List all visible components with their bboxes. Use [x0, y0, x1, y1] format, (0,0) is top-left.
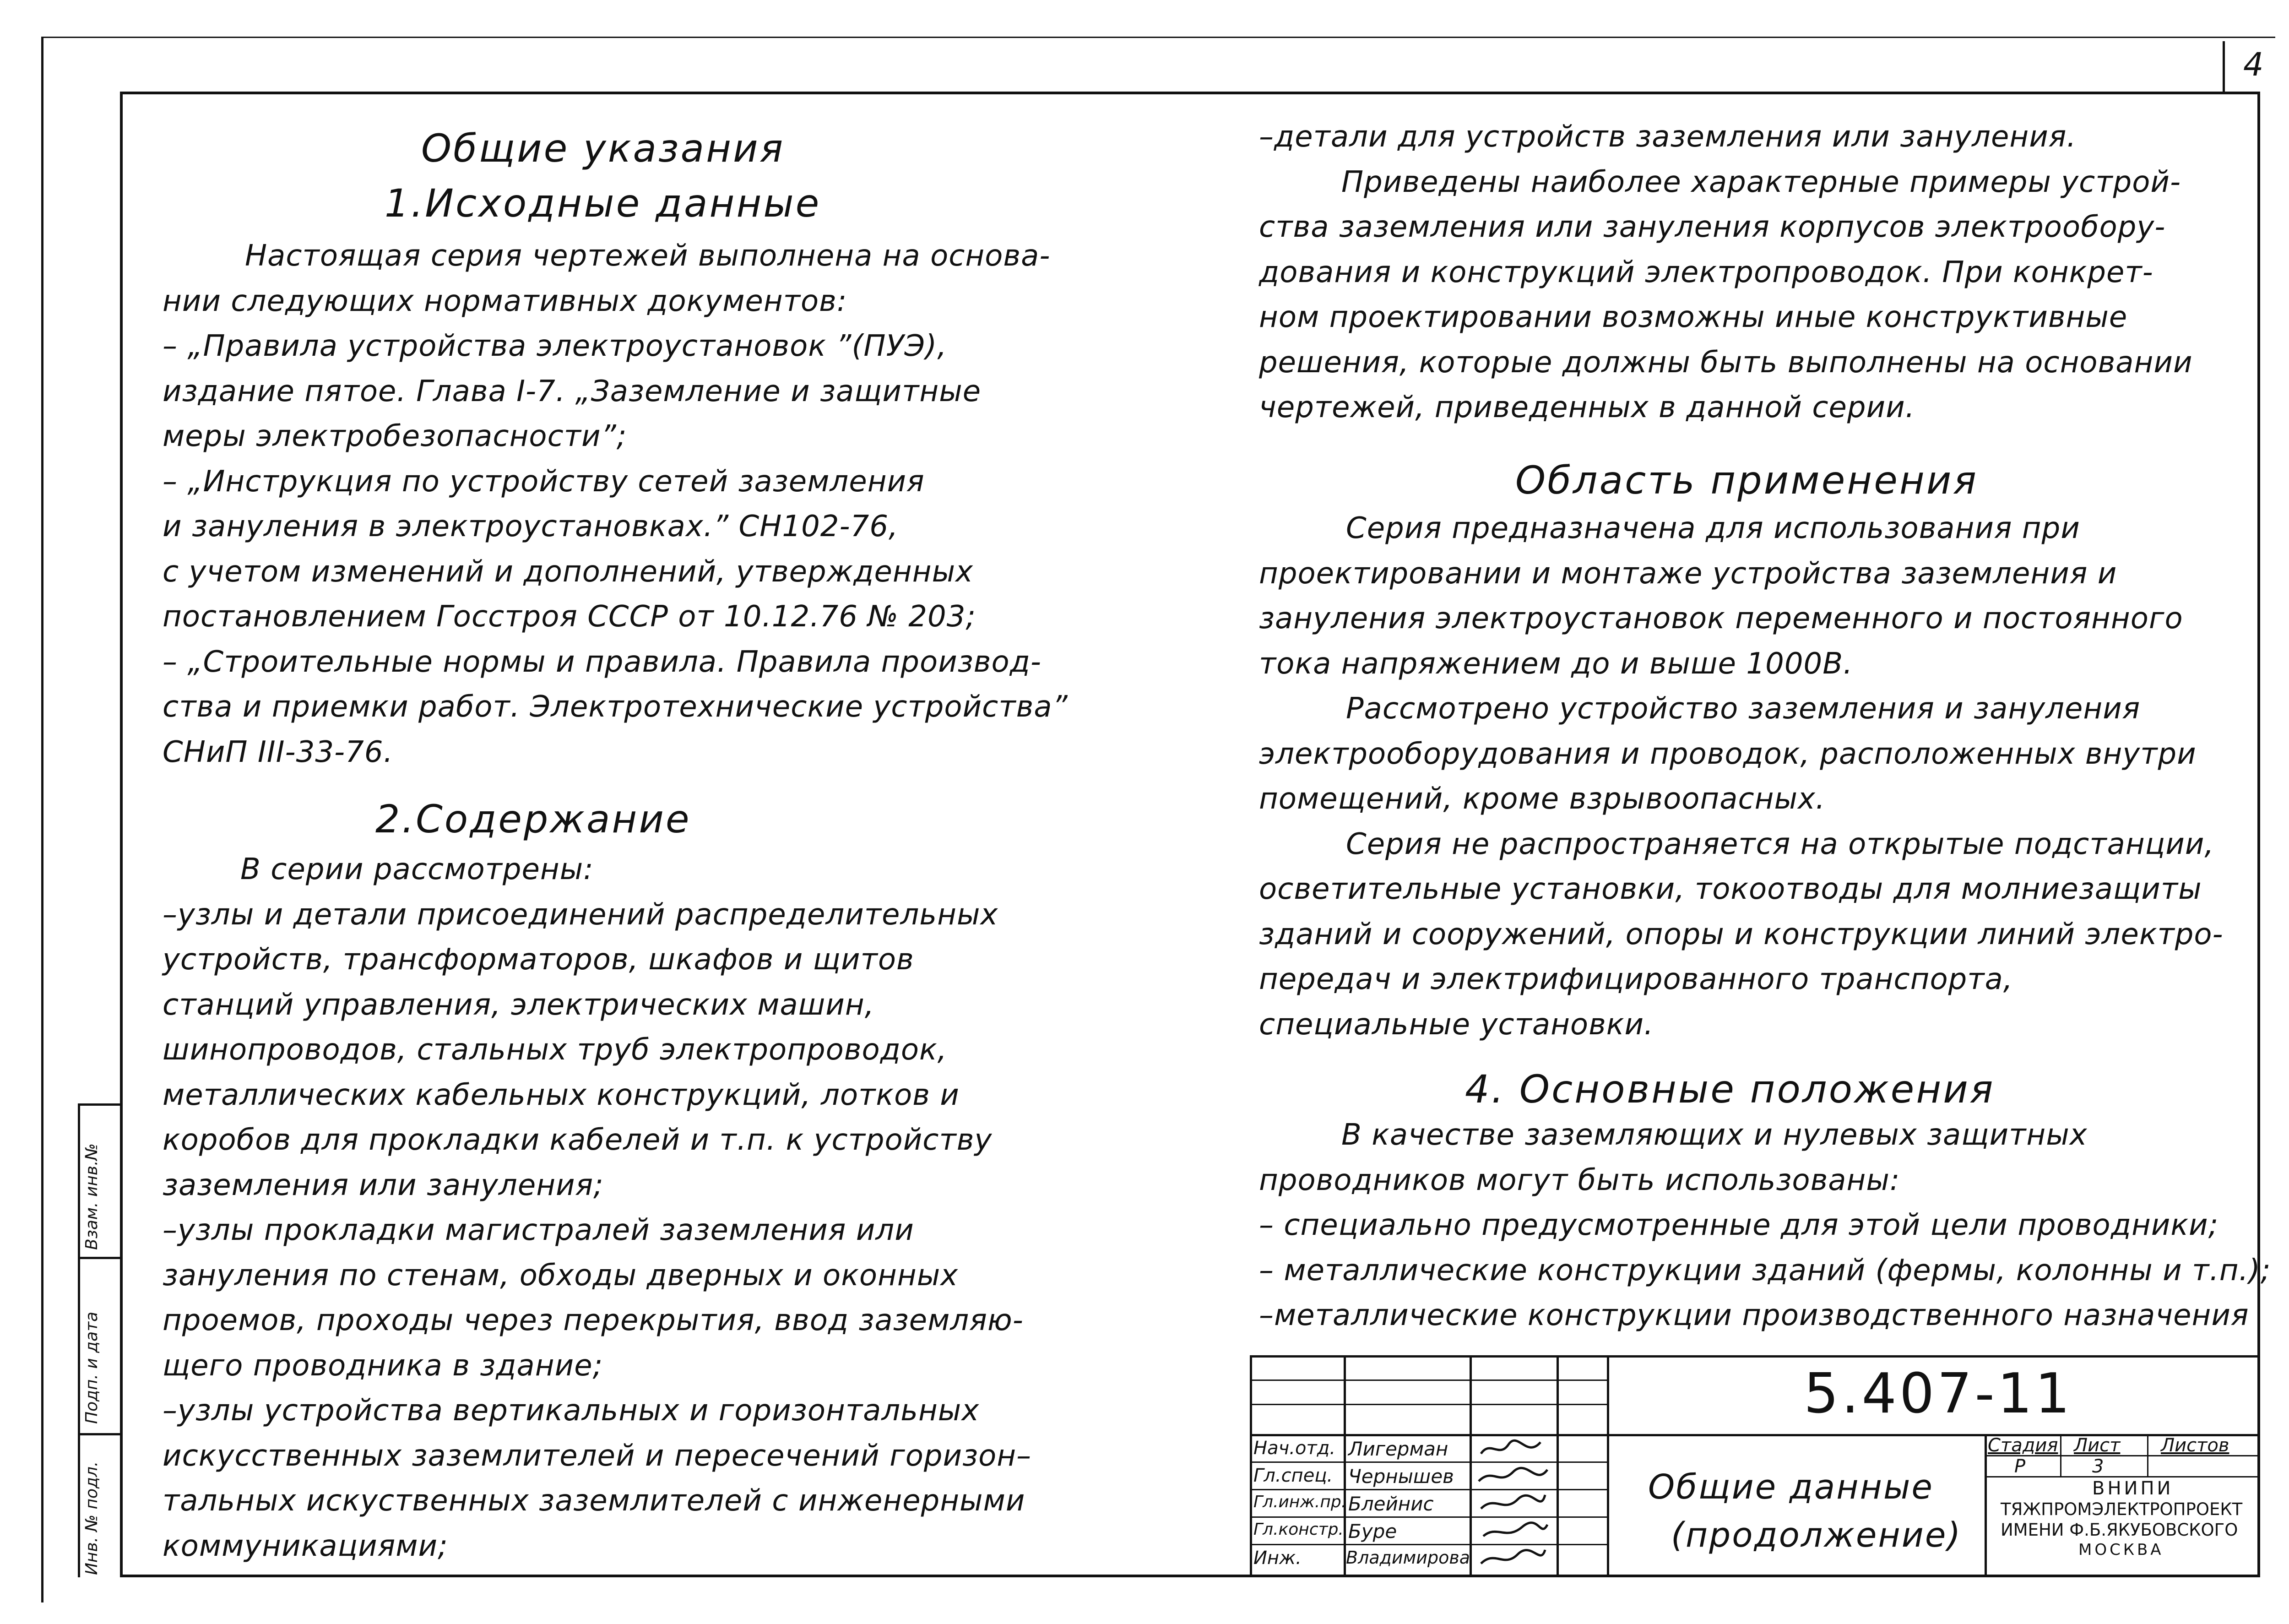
- heading-main-provisions: 4. Основные положения: [1465, 1067, 1995, 1112]
- heading-contents: 2.Содержание: [375, 797, 691, 842]
- text-line: –детали для устройств заземления или зануления.: [1259, 120, 2077, 154]
- text-line: меры электробезопасности”;: [163, 419, 627, 453]
- heading-source-data: 1.Исходные данные: [385, 181, 821, 226]
- intro-text: [1259, 114, 2193, 430]
- document-title: Общие данные: [1648, 1467, 1934, 1507]
- text-line: зданий и сооружений, опоры и конструкции линий электро-: [1259, 917, 2224, 951]
- text-line: коробов для прокладки кабелей и т.п. к устройству: [163, 1123, 993, 1157]
- text-line: постановлением Госстроя СССР от 10.12.76 № 203;: [163, 600, 976, 634]
- text-line: – металлические конструкции зданий (фермы, колонны и т.п.);: [1259, 1253, 2271, 1287]
- text-line: щего проводника в здание;: [163, 1348, 603, 1383]
- section3-text: [1259, 506, 2224, 1047]
- side-stamp-divider-1: [78, 1257, 121, 1259]
- org-line-1: ВНИПИ: [2092, 1478, 2174, 1499]
- role-label: Инж.: [1253, 1548, 1302, 1569]
- text-line: устройств, трансформаторов, шкафов и щитов: [163, 943, 914, 977]
- text-line: тальных искуственных заземлителей с инженерными: [163, 1484, 1025, 1518]
- document-subtitle: (продолжение): [1671, 1515, 1962, 1555]
- side-stamp-inv-label: Инв. № подл.: [82, 1461, 101, 1575]
- org-line-3: ИМЕНИ Ф.Б.ЯКУБОВСКОГО: [2001, 1520, 2238, 1540]
- text-line: ном проектировании возможны иные конструктивные: [1259, 300, 2128, 334]
- role-label: Гл.инж.пр.: [1253, 1493, 1347, 1511]
- org-line-4: МОСКВА: [2078, 1541, 2164, 1559]
- role-label: Гл.спец.: [1253, 1465, 1333, 1486]
- side-stamp-left-line: [78, 1103, 80, 1577]
- outer-top-border: [41, 37, 2275, 38]
- text-line: проемов, проходы через перекрытия, ввод заземляю-: [163, 1304, 1024, 1337]
- text-line: В качестве заземляющих и нулевых защитных: [1341, 1118, 2088, 1152]
- tb-col-4: [1607, 1355, 1609, 1577]
- text-line: – „Строительные нормы и правила. Правила производ-: [163, 645, 1041, 679]
- text-line: осветительные установки, токоотводы для молниезащиты: [1259, 872, 2202, 906]
- text-line: Серия не распространяется на открытые подстанции,: [1346, 827, 2214, 861]
- text-line: тока напряжением до и выше 1000В.: [1259, 646, 1853, 681]
- text-line: искусственных заземлителей и пересечений горизон–: [163, 1439, 1032, 1473]
- text-line: Приведены наиболее характерные примеры устрой-: [1341, 165, 2181, 199]
- section2-text: [163, 847, 1031, 1569]
- text-line: зануления электроустановок переменного и постоянного: [1259, 602, 2183, 635]
- text-line: –узлы и детали присоединений распределительных: [163, 897, 998, 932]
- person-name: Буре: [1348, 1520, 1397, 1543]
- side-stamp-divider-2: [78, 1433, 121, 1435]
- person-name: Блейнис: [1348, 1493, 1434, 1515]
- role-label: Гл.констр.: [1253, 1520, 1344, 1539]
- side-stamp-top-line: [78, 1103, 121, 1106]
- person-name: Владимирова: [1346, 1548, 1470, 1568]
- text-line: проводников могут быть использованы:: [1259, 1163, 1900, 1197]
- sheet-header: Лист: [2074, 1435, 2121, 1456]
- text-line: СНиП III-33-76.: [163, 735, 393, 769]
- text-line: металлических кабельных конструкций, лотков и: [163, 1078, 960, 1112]
- stage-value: Р: [2014, 1456, 2026, 1477]
- signatures-icon: [1472, 1435, 1557, 1573]
- text-line: дования и конструкций электропроводок. При конкрет-: [1259, 255, 2153, 289]
- role-label: Нач.отд.: [1253, 1438, 1336, 1459]
- org-line-2: ТЯЖПРОМЭЛЕКТРОПРОЕКТ: [2001, 1499, 2243, 1519]
- side-stamp-replace-label: Взам. инв.№: [82, 1143, 101, 1250]
- side-stamp-sign-label: Подп. и дата: [82, 1311, 101, 1424]
- tb-top-line: [1250, 1355, 2260, 1358]
- stage-header: Стадия: [1988, 1435, 2058, 1456]
- text-line: В серии рассмотрены:: [240, 853, 594, 886]
- text-line: –металлические конструкции производственного назначения: [1259, 1298, 2249, 1332]
- text-line: – „Инструкция по устройству сетей заземления: [163, 464, 925, 499]
- text-line: коммуникациями;: [163, 1529, 448, 1563]
- text-line: Настоящая серия чертежей выполнена на основа-: [245, 239, 1051, 273]
- text-line: специальные установки.: [1259, 1007, 1654, 1042]
- text-line: –узлы устройства вертикальных и горизонтальных: [163, 1394, 980, 1428]
- corner-tick: [2223, 41, 2225, 92]
- text-line: – „Правила устройства электроустановок ”(ПУЭ),: [163, 329, 947, 363]
- text-line: помещений, кроме взрывоопасных.: [1259, 782, 1826, 816]
- text-line: Рассмотрено устройство заземления и зануления: [1346, 692, 2141, 726]
- text-line: электрооборудования и проводок, расположенных внутри: [1259, 737, 2197, 771]
- tb-stage-row: [1985, 1476, 2260, 1477]
- text-line: – специально предусмотренные для этой цели проводники;: [1259, 1208, 2219, 1242]
- text-line: и зануления в электроустановках.” СН102-76,: [163, 510, 899, 543]
- heading-scope: Область применения: [1515, 458, 1978, 503]
- text-line: зануления по стенам, обходы дверных и оконных: [163, 1258, 959, 1293]
- sheet-value: 3: [2092, 1456, 2104, 1477]
- sheet-corner-number: 4: [2243, 46, 2264, 83]
- text-line: шинопроводов, стальных труб электропроводок,: [163, 1033, 947, 1067]
- heading-general-instructions: Общие указания: [421, 126, 785, 171]
- text-line: издание пятое. Глава I-7. „Заземление и защитные: [163, 374, 982, 408]
- outer-left-border: [41, 37, 43, 1602]
- text-line: ства и приемки работ. Электротехнические устройства”: [163, 690, 1068, 724]
- text-line: ства заземления или зануления корпусов электрообору-: [1259, 210, 2166, 244]
- text-line: заземления или зануления;: [163, 1168, 604, 1202]
- text-line: станций управления, электрических машин,: [163, 988, 875, 1022]
- tb-row: [1250, 1404, 1607, 1405]
- text-line: Серия предназначена для использования при: [1346, 511, 2080, 545]
- section4-text: [1259, 1113, 2271, 1338]
- text-line: передач и электрифицированного транспорта,: [1259, 962, 2013, 996]
- text-line: нии следующих нормативных документов:: [163, 284, 847, 318]
- tb-row: [1250, 1380, 1607, 1381]
- person-name: Чернышев: [1348, 1465, 1454, 1488]
- section1-text: [163, 234, 1068, 775]
- text-line: проектировании и монтаже устройства заземления и: [1259, 556, 2117, 591]
- person-name: Лигерман: [1348, 1438, 1448, 1460]
- text-line: чертежей, приведенных в данной серии.: [1259, 391, 1915, 424]
- drawing-designation: 5.407-11: [1804, 1362, 2073, 1426]
- text-line: –узлы прокладки магистралей заземления или: [163, 1213, 914, 1247]
- sheets-header: Листов: [2161, 1435, 2229, 1456]
- text-line: с учетом изменений и дополнений, утвержденных: [163, 554, 973, 589]
- text-line: решения, которые должны быть выполнены на основании: [1259, 345, 2193, 380]
